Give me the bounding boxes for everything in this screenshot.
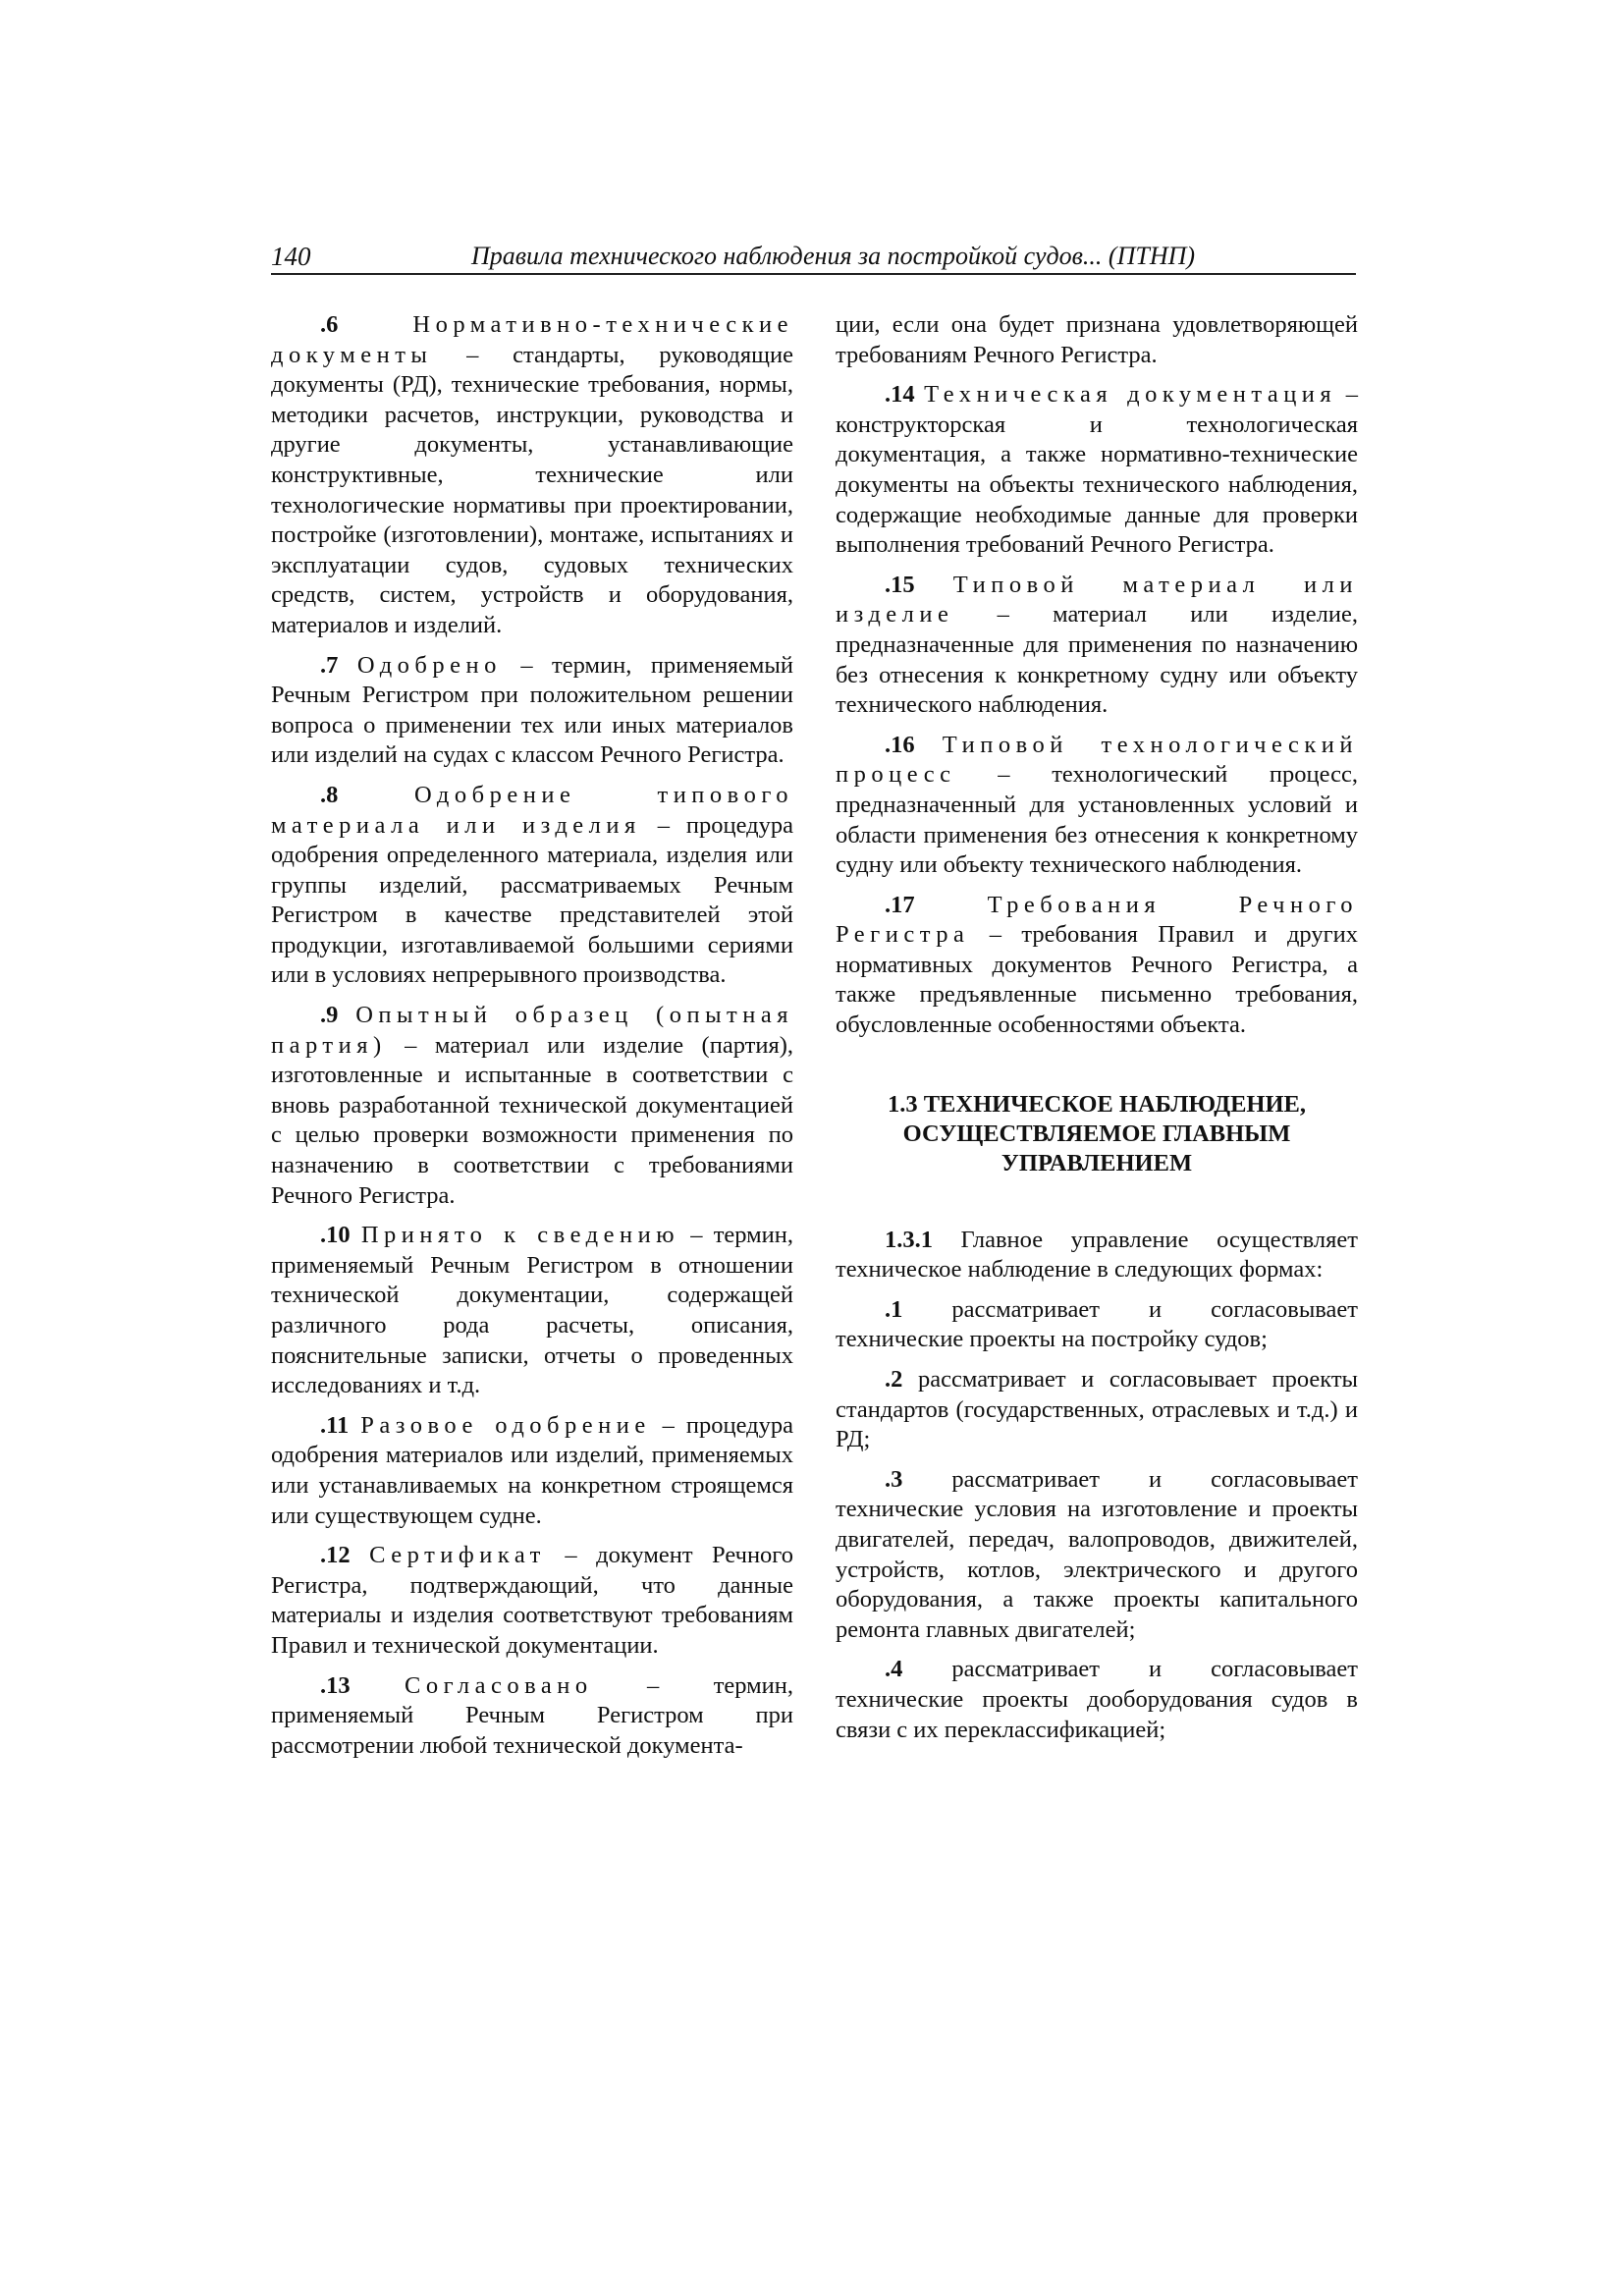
definition-text: – технологический процесс, предназначенный для установленных условий и области применения без отнесения к конкретному судну или объекту технического наблюдения.: [836, 761, 1358, 879]
item-number: .16: [885, 731, 915, 758]
term: Типовой материал или изделие: [836, 571, 1359, 629]
item-number: .4: [885, 1656, 903, 1683]
right-column: [836, 310, 1358, 1755]
item-number: .15: [885, 571, 915, 598]
item-number: .8: [320, 781, 339, 808]
item-number: .17: [885, 891, 915, 918]
list-item-1: [836, 1295, 1358, 1355]
item-text: рассматривает и согласовывает проекты стандартов (государственных, отраслевых и т.д.) и РД;: [836, 1366, 1358, 1453]
definition-text: – стандарты, руководящие документы (РД), технические требования, нормы, методики расчетов, инструкции, руководства и другие документы, устанавливающие конструктивные, технические или технологические нормативы при проектировании, постройке (изготовлении), монтаже, испытаниях и эксплуатации судов, судовых технических средств, систем, устройств и оборудования, материалов и изделий.: [271, 341, 793, 638]
clause-text: Главное управление осуществляет техническое наблюдение в следующих формах:: [836, 1226, 1358, 1284]
definition-text: – процедура одобрения материалов или изделий, применяемых или устанавливаемых на конкретном строящемся или существующем судне.: [271, 1411, 793, 1529]
item-number: .10: [320, 1222, 351, 1249]
definition-11: [271, 1411, 793, 1531]
item-number: .3: [885, 1465, 903, 1493]
definition-text: – документ Речного Регистра, подтверждающий, что данные материалы и изделия соответствуют требованиям Правил и технической документации.: [271, 1542, 793, 1659]
definition-16: [836, 731, 1358, 881]
term: Сертификат: [369, 1542, 546, 1569]
item-number: .7: [320, 651, 339, 679]
list-item-2: [836, 1365, 1358, 1455]
term: Техническая документация: [924, 381, 1337, 409]
definition-8: [271, 781, 793, 991]
item-text: рассматривает и согласовывает технические проекты дооборудования судов в связи с их переклассификацией;: [836, 1656, 1358, 1743]
item-number: .12: [320, 1542, 351, 1569]
term: Одобрено: [356, 651, 502, 679]
definition-text: – материал или изделие (партия), изготовленные и испытанные в соответствии с вновь разработанной технической документацией с целью проверки возможности применения по назначению в соответствии с требованиями Речного Регистра.: [271, 1031, 793, 1209]
item-number: .6: [320, 311, 339, 338]
term: Принято к сведению: [360, 1222, 679, 1249]
definition-7: [271, 651, 793, 771]
definition-9: [271, 1001, 793, 1211]
term: Одобрение типового материала или изделия: [271, 781, 794, 839]
definition-text: – термин, применяемый Речным Регистром при положительном решении вопроса о применении тех или иных материалов или изделий на судах с классом Речного Регистра.: [271, 651, 794, 769]
term: Согласовано: [405, 1671, 593, 1699]
item-text: рассматривает и согласовывает технические проекты на постройку судов;: [836, 1295, 1358, 1353]
definition-12: [271, 1541, 793, 1661]
definition-13: [271, 1671, 793, 1762]
definition-6: [271, 310, 793, 641]
definition-text: – требования Правил и других нормативных документов Речного Регистра, а также предъявленные письменно требования, обусловленные особенностями объекта.: [836, 921, 1358, 1039]
definition-text: – термин, применяемый Речным Регистром в отношении технической документации, содержащей различного рода расчеты, описания, пояснительные записки, отчеты о проведенных исследованиях и т.д.: [271, 1222, 794, 1399]
item-number: .2: [885, 1366, 903, 1394]
running-header: [271, 240, 1356, 275]
definition-13-continued: ции, если она будет признана удовлетворяющей требованиям Речного Регистра.: [836, 311, 1358, 368]
definition-text: – термин, применяемый Речным Регистром при рассмотрении любой технической документа-: [271, 1671, 794, 1759]
section-title: 1.3 ТЕХНИЧЕСКОЕ НАБЛЮДЕНИЕ, ОСУЩЕСТВЛЯЕМОЕ ГЛАВНЫМ УПРАВЛЕНИЕМ: [887, 1090, 1307, 1176]
term: Требования Речного Регистра: [836, 891, 1359, 949]
term: Нормативно-технические документы: [271, 311, 793, 368]
definition-15: [836, 571, 1358, 721]
running-title: Правила технического наблюдения за постройкой судов... (ПТНП): [470, 242, 1196, 270]
term: Типовой технологический процесс: [836, 731, 1358, 789]
left-column: [271, 310, 793, 1771]
definition-10: [271, 1221, 793, 1401]
item-number: .1: [885, 1295, 903, 1323]
list-item-3: [836, 1465, 1358, 1646]
item-number: .13: [320, 1671, 351, 1699]
clause-number: 1.3.1: [885, 1226, 933, 1253]
page-number: 140: [271, 242, 311, 271]
definition-text: – конструкторская и технологическая документация, а также нормативно-технические документы на объекты технического наблюдения, содержащие необходимые данные для проверки выполнения требований Речного Регистра.: [836, 381, 1358, 559]
list-item-4: [836, 1655, 1358, 1745]
term: Опытный образец (опытная партия): [271, 1002, 793, 1059]
term: Разовое одобрение: [360, 1411, 651, 1439]
definition-17: [836, 891, 1358, 1041]
clause-1-3-1: [836, 1226, 1358, 1285]
definition-text: – материал или изделие, предназначенные для применения по назначению без отнесения к конкретному судну или объекту технического наблюдения.: [836, 601, 1358, 719]
definition-text: – процедура одобрения определенного материала, изделия или группы изделий, рассматриваемых Речным Регистром в качестве представителей этой продукции, изготавливаемой большими сериями или в условиях непрерывного производства.: [271, 811, 793, 989]
item-number: .9: [320, 1002, 339, 1029]
definition-14: [836, 380, 1358, 561]
item-number: .11: [320, 1411, 350, 1439]
item-text: рассматривает и согласовывает технические условия на изготовление и проекты двигателей, передач, валопроводов, движителей, устройств, котлов, электрического и другого оборудования, а также проекты капитального ремонта главных двигателей;: [836, 1465, 1358, 1643]
item-number: .14: [885, 381, 915, 409]
